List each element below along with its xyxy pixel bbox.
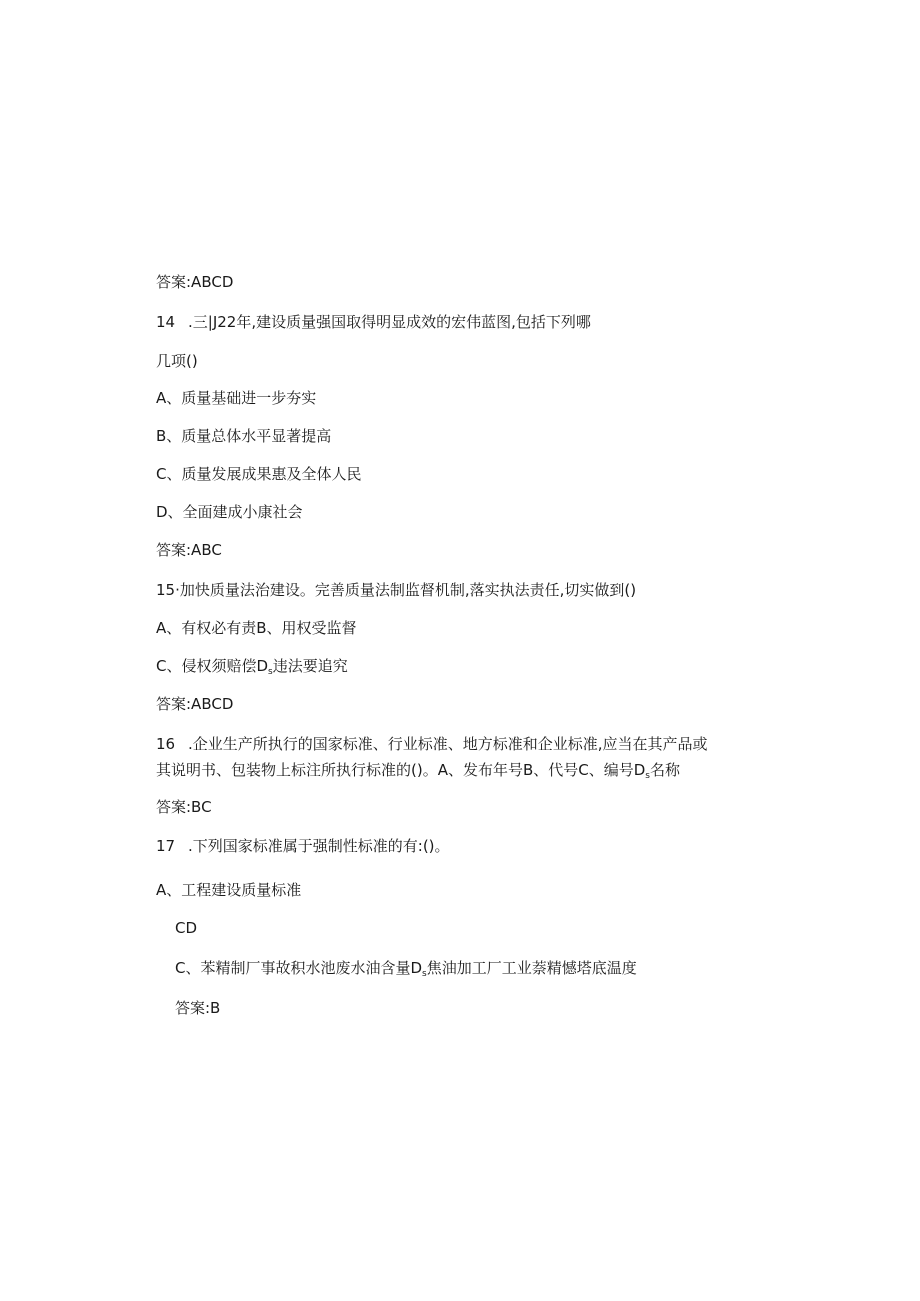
question-17 xyxy=(156,836,450,856)
option-a: A、工程建设质量标准 xyxy=(156,881,302,899)
option-d: D、全面建成小康社会 xyxy=(156,503,303,521)
question-text: .三|J22年,建设质量强国取得明显成效的宏伟蓝图,包括下列哪 xyxy=(188,313,591,331)
subscript: s xyxy=(645,771,650,781)
question-number: 17 xyxy=(156,837,176,855)
question-16-line-2 xyxy=(156,760,680,786)
option-a: A、质量基础进一步夯实 xyxy=(156,389,317,407)
option-ab: A、有权必有责B、用权受监督 xyxy=(156,619,357,637)
subscript: s xyxy=(422,969,427,979)
option-c: C、质量发展成果惠及全体人民 xyxy=(156,465,362,483)
option-d-text: 焦油加工厂工业萘精憾塔底温度 xyxy=(426,959,637,977)
question-15: 15·加快质量法治建设。完善质量法制监督机制,落实执法责任,切实做到() xyxy=(156,581,637,599)
option-c-text: C、苯精制厂事故积水池废水油含量D xyxy=(175,959,423,977)
question-text: 名称 xyxy=(650,761,681,779)
question-14-line-2: 几项() xyxy=(156,352,198,370)
option-c-text: C、侵权须赔偿D xyxy=(156,657,269,675)
subscript: s xyxy=(268,667,273,677)
answer-q14: 答案:ABC xyxy=(156,541,222,559)
question-text: .企业生产所执行的国家标准、行业标准、地方标准和企业标准,应当在其产品或 xyxy=(188,735,708,753)
question-number: 14 xyxy=(156,313,176,331)
answer-q17: 答案:B xyxy=(175,999,221,1017)
option-cd-label: CD xyxy=(175,919,198,937)
answer-q13: 答案:ABCD xyxy=(156,273,234,291)
question-14-line-1 xyxy=(156,312,591,332)
option-b: B、质量总体水平显著提高 xyxy=(156,427,332,445)
option-c xyxy=(175,958,637,984)
option-cd xyxy=(156,656,348,682)
option-d-text: 违法要追究 xyxy=(272,657,348,675)
question-text: 其说明书、包装物上标注所执行标准的()。A、发布年号B、代号C、编号D xyxy=(156,761,646,779)
question-text: .下列国家标准属于强制性标准的有:()。 xyxy=(188,837,450,855)
question-number: 16 xyxy=(156,735,176,753)
answer-q15: 答案:ABCD xyxy=(156,695,234,713)
question-16-line-1 xyxy=(156,734,708,754)
answer-q16: 答案:BC xyxy=(156,798,212,816)
